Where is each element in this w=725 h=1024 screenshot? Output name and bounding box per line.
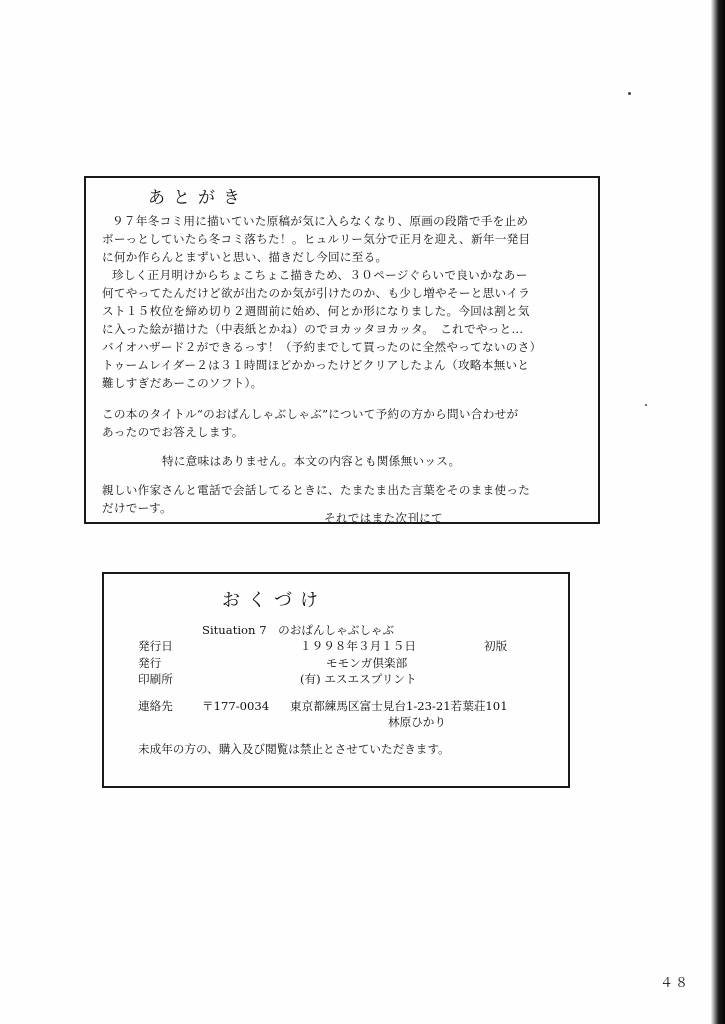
afterword-line: ボーっとしていたら冬コミ落ちた！。ヒュルリー気分で正月を迎え、新年一発目 (102, 232, 531, 246)
afterword-line: あったのでお答えします。 (102, 425, 244, 439)
afterword-signoff: それではまた次刊にて (324, 511, 443, 525)
afterword-line: スト１５枚位を締め切り２週間前に始め、何とか形になりました。今回は割と気 (102, 304, 530, 318)
afterword-line: 親しい作家さんと電話で会話してるときに、たまたま出た言葉をそのまま使った (102, 483, 531, 497)
book-title: Situation 7 のおぱんしゃぶしゃぶ (202, 623, 395, 637)
afterword-line: に何か作らんとまずいと思い、描きだし今回に至る。 (102, 250, 388, 264)
printer-value: (有) エスエスプリント (300, 672, 417, 686)
afterword-line: に入った絵が描けた（中表紙とかね）のでヨカッタヨカッタ。 これでやっと… (102, 322, 524, 336)
afterword-line: 何てやってたんだけど欲が出たのか気が引けたのか、も少し増やそーと思いイラ (102, 286, 531, 300)
printer-label: 印刷所 (138, 672, 173, 686)
contact-label: 連絡先 (138, 699, 173, 713)
afterword-title: あとがき (148, 188, 248, 208)
edition: 初版 (484, 639, 508, 653)
afterword-box (84, 176, 600, 524)
afterword-line: ９７年冬コミ用に描いていた原稿が気に入らなくなり、原画の段階で手を止め (112, 214, 529, 228)
colophon-box (102, 572, 570, 788)
publisher-value: モモンガ倶楽部 (326, 656, 408, 670)
binding-edge (711, 0, 725, 1024)
dust-speck (645, 404, 647, 406)
contact-name: 林原ひかり (388, 715, 446, 729)
publisher-label: 発行 (138, 656, 162, 670)
afterword-line: 珍しく正月明けからちょこちょこ描きため、３０ページぐらいで良いかなあー (112, 268, 528, 282)
colophon-title: おくづけ (222, 590, 326, 611)
dust-speck (628, 92, 631, 95)
afterword-line: トゥームレイダー２は３１時間ほどかかったけどクリアしたよん（攻略本無いと (102, 358, 530, 372)
afterword-line: 難しすぎだあーこのソフト）。 (102, 376, 263, 390)
afterword-line: この本のタイトル“のおぱんしゃぶしゃぶ”について予約の方から問い合わせが (102, 407, 519, 421)
date-label: 発行日 (138, 639, 173, 653)
contact-postal: 〒177-0034 (202, 699, 270, 713)
page-number: ４８ (660, 976, 691, 991)
contact-address: 東京都練馬区富士見台1-23-21若葉荘101 (290, 699, 508, 713)
afterword-line: 特に意味はありません。本文の内容とも関係無いッス。 (162, 454, 461, 468)
age-restriction-notice: 未成年の方の、購入及び閲覧は禁止とさせていただきます。 (138, 742, 450, 756)
afterword-line: だけでーす。 (102, 501, 172, 515)
afterword-line: バイオハザード２ができるっす！（予約までして買ったのに全然やってないのさ） (102, 340, 542, 354)
date-value: １９９８年３月１５日 (300, 639, 416, 653)
